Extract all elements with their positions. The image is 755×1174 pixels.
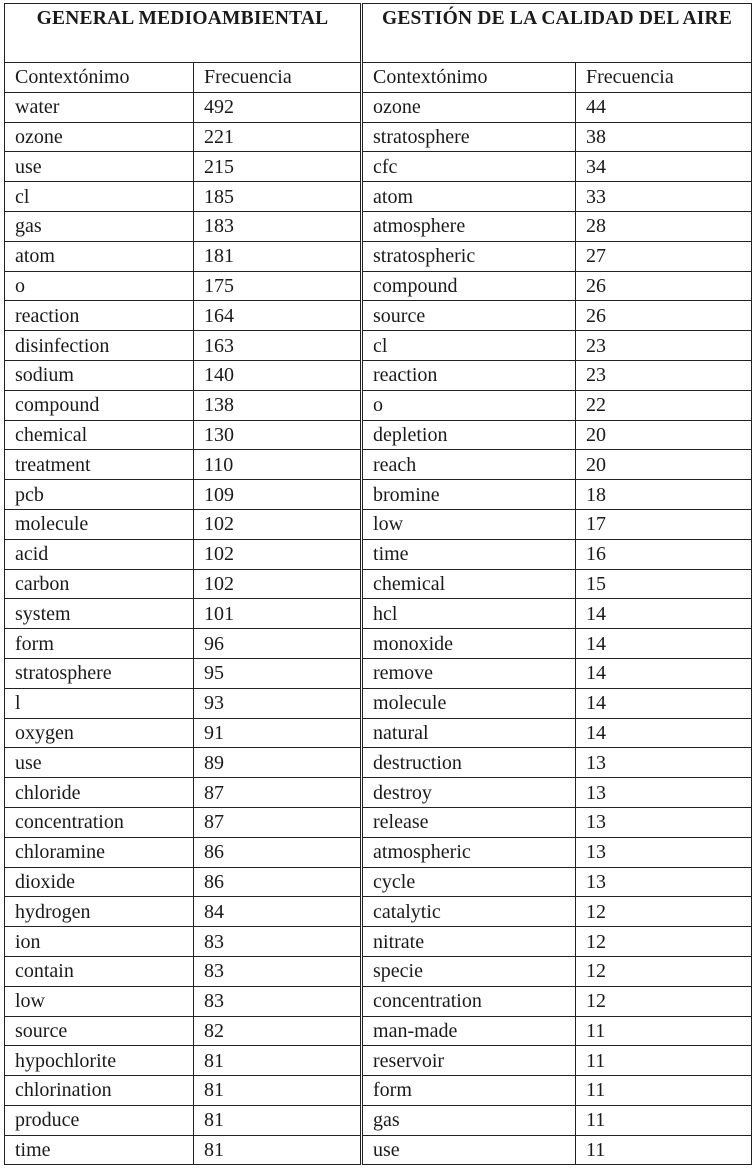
air-frequency-cell: 12 xyxy=(576,986,752,1016)
table-row xyxy=(5,599,752,629)
air-frequency-cell: 14 xyxy=(576,688,752,718)
general-frequency-cell: 81 xyxy=(194,1105,362,1135)
general-frequency-cell: 87 xyxy=(194,807,362,837)
general-frequency-cell: 183 xyxy=(194,211,362,241)
section-header-row xyxy=(5,4,752,63)
general-term-cell: hypochlorite xyxy=(5,1046,194,1076)
general-frequency-cell: 86 xyxy=(194,837,362,867)
air-term-cell: atmospheric xyxy=(362,837,576,867)
air-frequency-cell: 22 xyxy=(576,390,752,420)
air-frequency-cell: 27 xyxy=(576,241,752,271)
general-frequency-cell: 130 xyxy=(194,420,362,450)
air-term-cell: release xyxy=(362,807,576,837)
table-row xyxy=(5,271,752,301)
air-frequency-cell: 23 xyxy=(576,331,752,361)
table-head xyxy=(5,4,752,93)
table-row xyxy=(5,480,752,510)
air-frequency-cell: 13 xyxy=(576,748,752,778)
column-header-term-air: Contextónimo xyxy=(362,63,576,93)
table-row xyxy=(5,420,752,450)
air-frequency-cell: 34 xyxy=(576,152,752,182)
air-frequency-cell: 16 xyxy=(576,539,752,569)
air-frequency-cell: 12 xyxy=(576,897,752,927)
column-header-term-general: Contextónimo xyxy=(5,63,194,93)
general-frequency-cell: 175 xyxy=(194,271,362,301)
general-term-cell: concentration xyxy=(5,807,194,837)
table-row xyxy=(5,658,752,688)
general-frequency-cell: 86 xyxy=(194,867,362,897)
table-row xyxy=(5,569,752,599)
air-frequency-cell: 12 xyxy=(576,927,752,957)
air-term-cell: catalytic xyxy=(362,897,576,927)
air-term-cell: specie xyxy=(362,956,576,986)
air-term-cell: atom xyxy=(362,182,576,212)
general-term-cell: low xyxy=(5,986,194,1016)
air-frequency-cell: 14 xyxy=(576,658,752,688)
contextonym-table-wrapper xyxy=(4,3,751,1165)
general-frequency-cell: 83 xyxy=(194,956,362,986)
air-term-cell: hcl xyxy=(362,599,576,629)
air-frequency-cell: 15 xyxy=(576,569,752,599)
general-frequency-cell: 95 xyxy=(194,658,362,688)
general-term-cell: acid xyxy=(5,539,194,569)
air-frequency-cell: 14 xyxy=(576,629,752,659)
general-term-cell: use xyxy=(5,748,194,778)
air-term-cell: natural xyxy=(362,718,576,748)
general-frequency-cell: 81 xyxy=(194,1046,362,1076)
air-term-cell: cfc xyxy=(362,152,576,182)
general-frequency-cell: 87 xyxy=(194,778,362,808)
general-term-cell: pcb xyxy=(5,480,194,510)
general-frequency-cell: 164 xyxy=(194,301,362,331)
air-frequency-cell: 26 xyxy=(576,301,752,331)
air-term-cell: man-made xyxy=(362,1016,576,1046)
table-row xyxy=(5,92,752,122)
air-frequency-cell: 26 xyxy=(576,271,752,301)
air-frequency-cell: 20 xyxy=(576,450,752,480)
general-term-cell: produce xyxy=(5,1105,194,1135)
air-term-cell: destroy xyxy=(362,778,576,808)
air-term-cell: form xyxy=(362,1076,576,1106)
general-frequency-cell: 102 xyxy=(194,569,362,599)
table-row xyxy=(5,1016,752,1046)
air-frequency-cell: 11 xyxy=(576,1076,752,1106)
table-row xyxy=(5,897,752,927)
air-frequency-cell: 12 xyxy=(576,956,752,986)
air-frequency-cell: 11 xyxy=(576,1046,752,1076)
table-row xyxy=(5,360,752,390)
table-row xyxy=(5,122,752,152)
air-term-cell: chemical xyxy=(362,569,576,599)
table-body xyxy=(5,92,752,1165)
table-row xyxy=(5,688,752,718)
table-row xyxy=(5,1046,752,1076)
air-term-cell: time xyxy=(362,539,576,569)
table-row xyxy=(5,778,752,808)
table-row xyxy=(5,241,752,271)
air-frequency-cell: 13 xyxy=(576,867,752,897)
general-term-cell: hydrogen xyxy=(5,897,194,927)
table-row xyxy=(5,539,752,569)
table-row xyxy=(5,182,752,212)
general-frequency-cell: 215 xyxy=(194,152,362,182)
general-frequency-cell: 140 xyxy=(194,360,362,390)
air-term-cell: remove xyxy=(362,658,576,688)
general-term-cell: oxygen xyxy=(5,718,194,748)
general-term-cell: ion xyxy=(5,927,194,957)
air-term-cell: ozone xyxy=(362,92,576,122)
table-row xyxy=(5,331,752,361)
general-frequency-cell: 81 xyxy=(194,1076,362,1106)
general-term-cell: compound xyxy=(5,390,194,420)
general-frequency-cell: 91 xyxy=(194,718,362,748)
air-term-cell: gas xyxy=(362,1105,576,1135)
table-row xyxy=(5,629,752,659)
section-header-general: GENERAL MEDIOAMBIENTAL xyxy=(5,4,362,63)
table-row xyxy=(5,301,752,331)
air-term-cell: reservoir xyxy=(362,1046,576,1076)
general-term-cell: disinfection xyxy=(5,331,194,361)
air-term-cell: concentration xyxy=(362,986,576,1016)
air-term-cell: molecule xyxy=(362,688,576,718)
air-frequency-cell: 11 xyxy=(576,1135,752,1165)
general-frequency-cell: 492 xyxy=(194,92,362,122)
general-frequency-cell: 83 xyxy=(194,927,362,957)
general-term-cell: l xyxy=(5,688,194,718)
table-row xyxy=(5,807,752,837)
general-frequency-cell: 101 xyxy=(194,599,362,629)
air-frequency-cell: 14 xyxy=(576,599,752,629)
general-term-cell: contain xyxy=(5,956,194,986)
general-term-cell: system xyxy=(5,599,194,629)
air-term-cell: use xyxy=(362,1135,576,1165)
general-term-cell: water xyxy=(5,92,194,122)
table-row xyxy=(5,837,752,867)
table-row xyxy=(5,390,752,420)
air-term-cell: reaction xyxy=(362,360,576,390)
general-term-cell: form xyxy=(5,629,194,659)
table-row xyxy=(5,748,752,778)
air-term-cell: destruction xyxy=(362,748,576,778)
general-term-cell: chemical xyxy=(5,420,194,450)
section-header-air-quality: GESTIÓN DE LA CALIDAD DEL AIRE xyxy=(362,4,752,63)
air-frequency-cell: 11 xyxy=(576,1016,752,1046)
air-term-cell: monoxide xyxy=(362,629,576,659)
general-term-cell: ozone xyxy=(5,122,194,152)
general-term-cell: dioxide xyxy=(5,867,194,897)
air-frequency-cell: 18 xyxy=(576,480,752,510)
air-term-cell: stratospheric xyxy=(362,241,576,271)
general-frequency-cell: 89 xyxy=(194,748,362,778)
general-frequency-cell: 84 xyxy=(194,897,362,927)
air-frequency-cell: 13 xyxy=(576,837,752,867)
air-frequency-cell: 33 xyxy=(576,182,752,212)
air-frequency-cell: 13 xyxy=(576,778,752,808)
general-term-cell: treatment xyxy=(5,450,194,480)
general-term-cell: chloramine xyxy=(5,837,194,867)
air-frequency-cell: 17 xyxy=(576,509,752,539)
general-term-cell: time xyxy=(5,1135,194,1165)
air-frequency-cell: 44 xyxy=(576,92,752,122)
table-row xyxy=(5,867,752,897)
air-term-cell: cycle xyxy=(362,867,576,897)
air-term-cell: cl xyxy=(362,331,576,361)
air-frequency-cell: 11 xyxy=(576,1105,752,1135)
table-row xyxy=(5,718,752,748)
general-frequency-cell: 102 xyxy=(194,509,362,539)
general-term-cell: chloride xyxy=(5,778,194,808)
general-term-cell: carbon xyxy=(5,569,194,599)
table-row xyxy=(5,1135,752,1165)
general-term-cell: stratosphere xyxy=(5,658,194,688)
air-term-cell: stratosphere xyxy=(362,122,576,152)
table-row xyxy=(5,1076,752,1106)
general-frequency-cell: 221 xyxy=(194,122,362,152)
air-term-cell: atmosphere xyxy=(362,211,576,241)
column-header-freq-general: Frecuencia xyxy=(194,63,362,93)
air-frequency-cell: 14 xyxy=(576,718,752,748)
general-term-cell: cl xyxy=(5,182,194,212)
general-frequency-cell: 138 xyxy=(194,390,362,420)
table-row xyxy=(5,152,752,182)
general-term-cell: chlorination xyxy=(5,1076,194,1106)
air-term-cell: bromine xyxy=(362,480,576,510)
general-frequency-cell: 185 xyxy=(194,182,362,212)
general-frequency-cell: 181 xyxy=(194,241,362,271)
general-term-cell: source xyxy=(5,1016,194,1046)
general-frequency-cell: 82 xyxy=(194,1016,362,1046)
general-term-cell: molecule xyxy=(5,509,194,539)
table-row xyxy=(5,450,752,480)
air-term-cell: nitrate xyxy=(362,927,576,957)
general-term-cell: o xyxy=(5,271,194,301)
column-header-freq-air: Frecuencia xyxy=(576,63,752,93)
air-frequency-cell: 38 xyxy=(576,122,752,152)
contextonym-frequency-table xyxy=(4,3,752,1165)
table-row xyxy=(5,211,752,241)
air-term-cell: low xyxy=(362,509,576,539)
general-term-cell: reaction xyxy=(5,301,194,331)
general-frequency-cell: 93 xyxy=(194,688,362,718)
air-frequency-cell: 23 xyxy=(576,360,752,390)
table-row xyxy=(5,986,752,1016)
general-term-cell: gas xyxy=(5,211,194,241)
air-term-cell: source xyxy=(362,301,576,331)
air-term-cell: reach xyxy=(362,450,576,480)
general-frequency-cell: 102 xyxy=(194,539,362,569)
general-term-cell: atom xyxy=(5,241,194,271)
table-row xyxy=(5,509,752,539)
air-term-cell: o xyxy=(362,390,576,420)
air-frequency-cell: 20 xyxy=(576,420,752,450)
air-frequency-cell: 28 xyxy=(576,211,752,241)
general-frequency-cell: 96 xyxy=(194,629,362,659)
general-frequency-cell: 81 xyxy=(194,1135,362,1165)
table-row xyxy=(5,927,752,957)
column-header-row xyxy=(5,63,752,93)
general-frequency-cell: 163 xyxy=(194,331,362,361)
table-row xyxy=(5,1105,752,1135)
air-frequency-cell: 13 xyxy=(576,807,752,837)
air-term-cell: depletion xyxy=(362,420,576,450)
general-frequency-cell: 109 xyxy=(194,480,362,510)
general-frequency-cell: 83 xyxy=(194,986,362,1016)
air-term-cell: compound xyxy=(362,271,576,301)
table-row xyxy=(5,956,752,986)
general-term-cell: use xyxy=(5,152,194,182)
general-term-cell: sodium xyxy=(5,360,194,390)
general-frequency-cell: 110 xyxy=(194,450,362,480)
